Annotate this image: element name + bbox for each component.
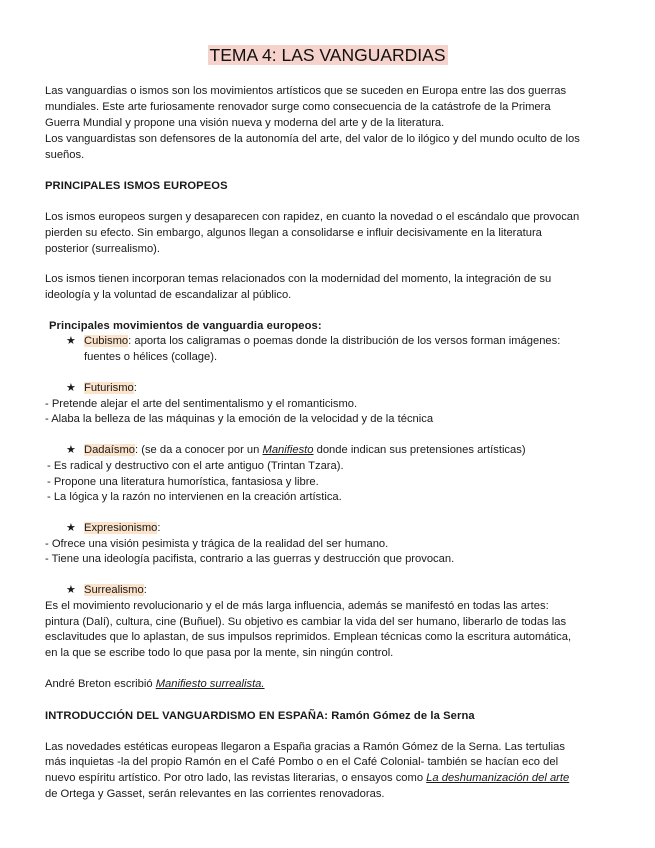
- movement-surrealismo: [66, 583, 638, 599]
- paragraph-line: Las novedades estéticas europeas llegaron a España gracias a Ramón Gómez de la Serna. Las tertulias: [45, 741, 565, 753]
- paragraph-line: ideología y la voluntad de escandalizar al público.: [45, 289, 292, 301]
- paragraph-line: Es el movimiento revolucionario y el de más larga influencia, además se manifestó en todas las artes:: [45, 600, 549, 612]
- paragraph-line: esclavitudes que lo aplastan, de sus impulsos reprimidos. Emplean técnicas como la escritura automática,: [45, 631, 572, 643]
- list-item: - Alaba la belleza de las máquinas y la emoción de la velocidad y de la técnica: [45, 413, 434, 425]
- section-heading-ismos: PRINCIPALES ISMOS EUROPEOS: [45, 180, 228, 192]
- paragraph-line: Los ismos europeos surgen y desaparecen con rapidez, en cuanto la novedad o el escándalo que provocan: [45, 211, 580, 223]
- movement-colon: :: [133, 382, 137, 394]
- movement-name: Dadaísmo: [84, 444, 135, 456]
- list-item: - Ofrece una visión pesimista y trágica de la realidad del ser humano.: [45, 538, 389, 550]
- movement-desc-line: fuentes o hélices (collage).: [84, 351, 218, 363]
- movement-name: Expresionismo: [84, 522, 158, 534]
- list-item: - Propone una literatura humorística, fantasiosa y libre.: [47, 476, 319, 488]
- list-item: - Tiene una ideología pacifista, contrario a las guerras y destrucción que provocan.: [45, 553, 455, 565]
- movement-name: Futurismo: [84, 382, 134, 394]
- intro-line: Las vanguardias o ismos son los movimientos artísticos que se suceden en Europa entre las dos guerras: [45, 85, 567, 97]
- page-title-text: TEMA 4: LAS VANGUARDIAS: [209, 45, 446, 65]
- intro-line: Los vanguardistas son defensores de la autonomía del arte, del valor de lo ilógico y del mundo oculto de los: [45, 133, 580, 145]
- movement-dadaismo: [66, 443, 638, 459]
- list-item: - Es radical y destructivo con el arte antiguo (Trintan Tzara).: [47, 460, 344, 472]
- paragraph-line: pintura (Dalí), cultura, cine (Buñuel). Su objetivo es cambiar la vida del ser humano, liberarlo de todas las: [45, 616, 567, 628]
- paragraph-line: pierden su efecto. Sin embargo, algunos llegan a consolidarse e influir decisivamente en la literatura: [45, 227, 542, 239]
- paragraph-text: nuevo espíritu artístico. Por otro lado, las revistas literarias, o ensayos como: [45, 772, 427, 784]
- manifiesto-link[interactable]: Manifiesto: [262, 444, 314, 456]
- star-icon: ★: [66, 584, 76, 596]
- movement-cubismo: [66, 334, 638, 350]
- paragraph-line: de Ortega y Gasset, serán relevantes en las corrientes renovadoras.: [45, 788, 385, 800]
- star-icon: ★: [66, 335, 76, 347]
- deshumanizacion-link[interactable]: La deshumanización del arte: [426, 772, 570, 784]
- movement-name: Cubismo: [84, 335, 129, 347]
- list-item: - La lógica y la razón no intervienen en la creación artística.: [47, 491, 342, 503]
- breton-text: André Breton escribió: [45, 678, 156, 690]
- star-icon: ★: [66, 444, 76, 456]
- movement-futurismo: [66, 381, 638, 397]
- intro-line: Guerra Mundial y propone una visión nueva y moderna del arte y de la literatura.: [45, 117, 445, 129]
- movement-colon: :: [143, 584, 147, 596]
- movement-name: Surrealismo: [84, 584, 144, 596]
- paragraph-line: más inquietas -la del propio Ramón en el Café Pombo o en el Café Colonial- también se hacían eco del: [45, 756, 559, 768]
- manifiesto-surrealista-link[interactable]: Manifiesto surrealista.: [155, 678, 265, 690]
- movement-expresionismo: [66, 521, 638, 537]
- movements-heading: Principales movimientos de vanguardia europeos:: [49, 320, 322, 332]
- page-title: [0, 44, 655, 66]
- movement-desc: : aporta los caligramas o poemas donde la distribución de los versos forman imágenes:: [128, 335, 561, 347]
- breton-line: [45, 677, 617, 693]
- star-icon: ★: [66, 382, 76, 394]
- movement-colon: :: [157, 522, 161, 534]
- movement-desc: : (se da a conocer por un: [135, 444, 263, 456]
- paragraph-line: Los ismos tienen incorporan temas relacionados con la modernidad del momento, la integración de su: [45, 273, 552, 285]
- section-heading-espana: INTRODUCCIÓN DEL VANGUARDISMO EN ESPAÑA: Ramón Gómez de la Serna: [45, 710, 475, 722]
- movement-desc: donde indican sus pretensiones artísticas): [313, 444, 526, 456]
- intro-line: mundiales. Este arte furiosamente renovador surge como consecuencia de la catástrofe de la Primera: [45, 101, 551, 113]
- intro-line: sueños.: [45, 149, 85, 161]
- star-icon: ★: [66, 522, 76, 534]
- paragraph-line: en la que se escribe todo lo que pasa por la mente, sin ningún control.: [45, 647, 394, 659]
- paragraph-line: [45, 771, 617, 787]
- paragraph-line: posterior (surrealismo).: [45, 243, 161, 255]
- list-item: - Pretende alejar el arte del sentimentalismo y el romanticismo.: [45, 398, 358, 410]
